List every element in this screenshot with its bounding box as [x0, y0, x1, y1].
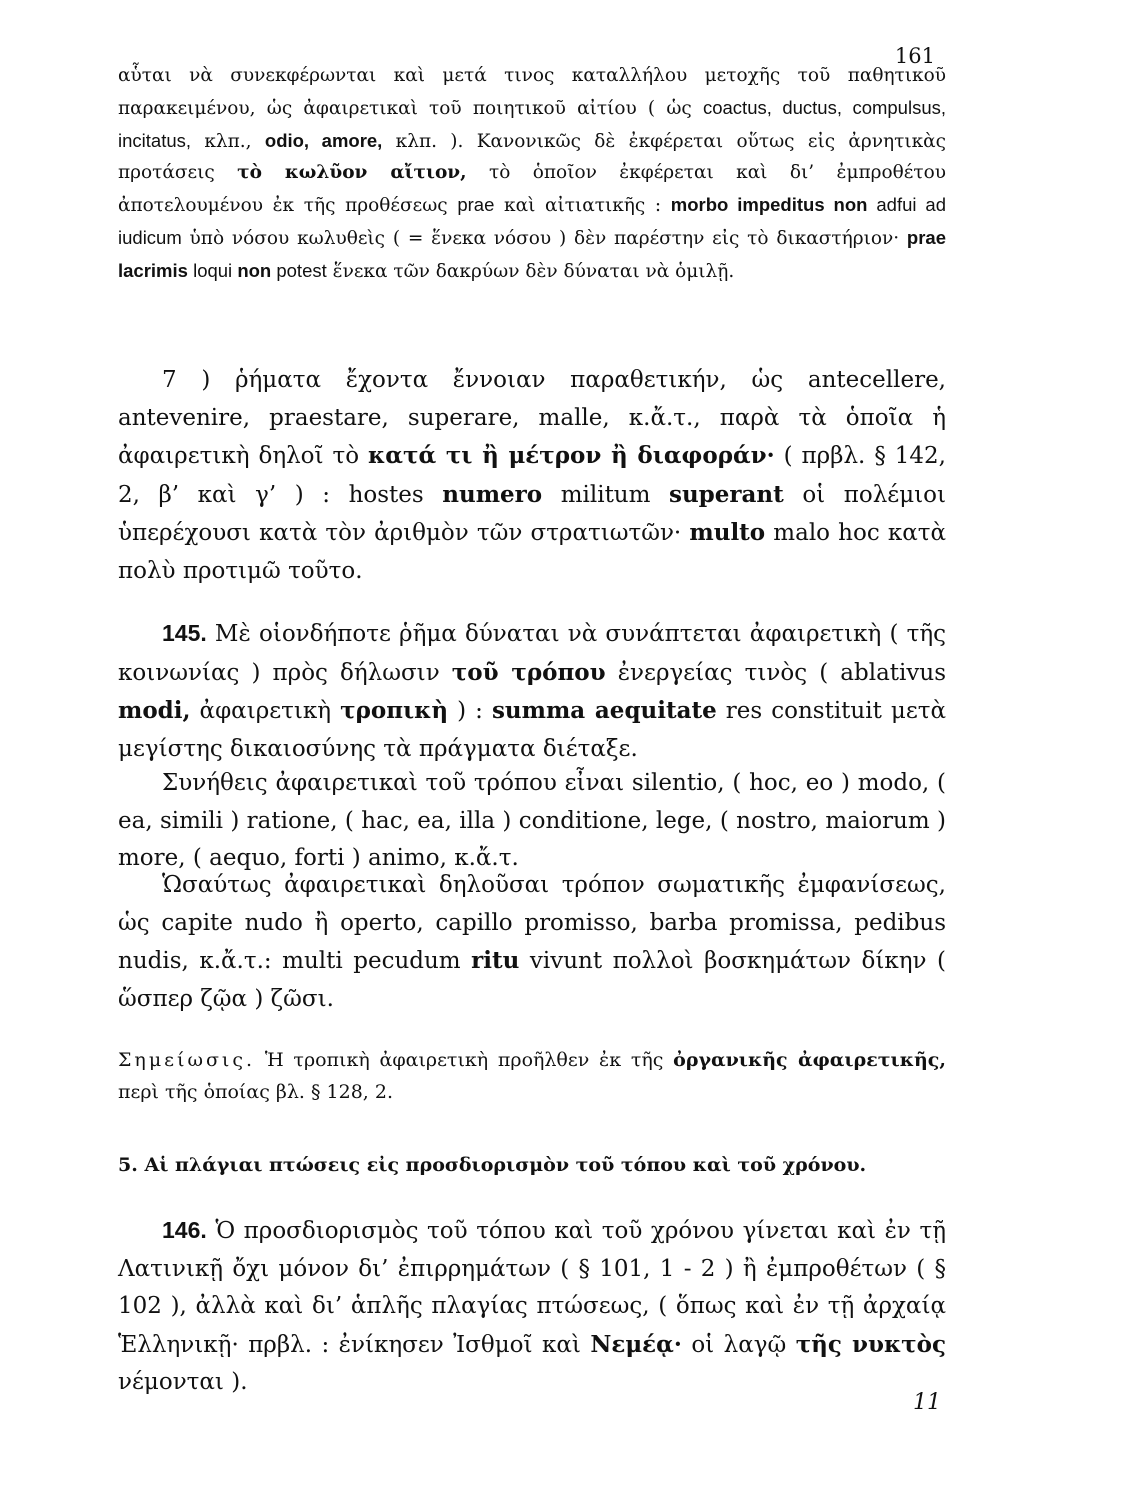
- text-run: οἱ λαγῷ: [681, 1331, 796, 1358]
- latin-run: malo hoc: [765, 520, 880, 546]
- bold-run: τροπικὴ: [340, 697, 449, 724]
- paragraph-145-appearance: [118, 867, 946, 1018]
- text-run: κ.ἄ.τ.:: [188, 948, 283, 974]
- text-run: ἕνεκα τῶν δακρύων δὲν δύναται νὰ ὁμιλῇ.: [326, 260, 735, 282]
- latin-bold-run: odio, amore,: [264, 129, 383, 151]
- text-run: Μὲ οἱονδήποτε ῥῆμα δύναται νὰ συνάπτεται ἀφαιρετικὴ ( τῆς κοινωνίας ) πρὸς δήλωσιν: [118, 621, 946, 686]
- text-run: περὶ τῆς ὁποίας βλ. § 128, 2.: [118, 1081, 394, 1103]
- signature-number: 11: [913, 1390, 941, 1415]
- text-run: Ἡ τροπικὴ ἀφαιρετικὴ προῆλθεν ἐκ τῆς: [255, 1049, 674, 1071]
- section-number: 146.: [162, 1217, 207, 1243]
- paragraph-145-common: [118, 765, 946, 878]
- text-run: μετὰ μεγίστης δικαιοσύνης τὰ πράγματα διέταξε.: [118, 698, 946, 762]
- bold-run: τοῦ τρόπου: [451, 658, 606, 686]
- text-run: κ.ἄ.τ., παρὰ τὰ ὁποῖα ἡ ἀφαιρετικὴ δηλοῖ τὸ: [118, 404, 947, 469]
- latin-bold-run: summa aequitate: [491, 697, 717, 724]
- text-run: οἱ πολέμιοι ὑπερέχουσι κατὰ τὸν ἀριθμὸν τῶν στρατιωτῶν·: [118, 481, 947, 546]
- section-heading: 5. Αἱ πλάγιαι πτώσεις εἰς προσδιορισμὸν τοῦ τόπου καὶ τοῦ χρόνου.: [118, 1154, 867, 1176]
- text-run: ἀφαιρετικὴ: [190, 698, 341, 724]
- text-run: πολλοὶ βοσκημάτων δίκην ( ὥσπερ ζῷα ) ζῶσι.: [118, 948, 947, 1012]
- latin-run: res constituit: [716, 698, 882, 724]
- latin-run: antecellere, antevenire, praestare, superare, malle,: [118, 367, 946, 431]
- text-run: αὗται νὰ συνεκφέρωνται καὶ μετά τινος καταλλήλου μετοχῆς τοῦ παθητικοῦ παρακειμένου, ὡς ἀφαιρετικαὶ τοῦ ποιητικοῦ αἰτίου ( ὡς: [118, 65, 946, 119]
- latin-run: prae: [457, 194, 495, 216]
- latin-bold-run: modi,: [118, 697, 191, 724]
- text-run: 7 ) ῥήματα ἔχοντα ἔννοιαν παραθετικήν, ὡς: [162, 367, 808, 393]
- note-paragraph: [118, 1044, 946, 1108]
- paragraph-intro: [118, 60, 946, 288]
- text-run: τὸ ὁποῖον ἐκφέρεται καὶ δι’ ἐμπροθέτου ἀποτελουμένου ἐκ τῆς προθέσεως: [118, 162, 947, 217]
- bold-run: Νεμέᾳ·: [590, 1330, 682, 1358]
- bold-run: κατά τι ἢ μέτρον ἢ διαφοράν·: [368, 442, 775, 469]
- text-run: ἐνεργείας τινὸς (: [605, 659, 841, 686]
- latin-run: militum: [542, 481, 669, 508]
- latin-run: coactus, ductus, compulsus, incitatus,: [118, 96, 947, 151]
- text-run: κλπ. ). Κανονικῶς δὲ ἐκφέρεται οὕτως εἰς ἀρνητικὰς προτάσεις: [118, 130, 946, 184]
- text-run: ἢ: [302, 909, 341, 936]
- text-run: καὶ αἰτιατικῆς :: [494, 195, 671, 217]
- text-run: ὑπὸ νόσου κωλυθεὶς ( = ἕνεκα νόσου ) δὲν παρέστην εἰς τὸ δικαστήριον·: [181, 227, 907, 249]
- latin-run: ablativus: [840, 659, 946, 686]
- text-run: ) :: [448, 698, 492, 724]
- text-run: κατὰ πολὺ προτιμῶ τοῦτο.: [118, 520, 947, 584]
- latin-run: loqui: [187, 259, 238, 281]
- bold-run: τῆς νυκτὸς: [795, 1330, 947, 1358]
- latin-bold-run: ritu: [471, 947, 520, 974]
- bold-run: τὸ κωλῦον αἴτιον,: [237, 162, 467, 184]
- latin-bold-run: morbo impeditus non: [670, 194, 868, 216]
- latin-run: adfui ad iudicum: [118, 194, 946, 248]
- latin-bold-run: multo: [689, 519, 766, 546]
- latin-run: silentio, ( hoc, eo ) modo, ( ea, simili ) ratione, ( hac, ea, illa ) conditione, lege, ( nostro, maiorum ) more, ( aequo, forti ) animo,: [118, 770, 946, 871]
- latin-run: hostes: [348, 481, 424, 508]
- text-run: Ὁ προσδιορισμὸς τοῦ τόπου καὶ τοῦ χρόνου γίνεται καὶ ἐν τῇ Λατινικῇ ὄχι μόνον δι’ ἐπιρρημάτων ( § 101, 1 - 2 ) ἢ ἐμπροθέτων ( § 102 ), ἀλλὰ καὶ δι’ ἁπλῆς πλαγίας πτώσεως, ( ὅπως καὶ ἐν τῇ ἀρχαίᾳ Ἑλληνικῇ· πρβλ. : ἐνίκησεν Ἰσθμοῖ καὶ: [118, 1218, 946, 1358]
- latin-bold-run: numero: [442, 480, 543, 508]
- text-run: κλπ.,: [191, 130, 265, 152]
- paragraph-146: [118, 1212, 946, 1402]
- latin-bold-run: superant: [669, 480, 784, 508]
- latin-run: capite nudo: [161, 909, 303, 936]
- latin-bold-run: prae lacrimis: [118, 226, 946, 281]
- text-run: Συνήθεις ἀφαιρετικαὶ τοῦ τρόπου εἶναι: [162, 770, 632, 796]
- page-number: 161: [894, 44, 935, 68]
- latin-run: operto, capillo promisso, barba promissa, pedibus nudis,: [118, 909, 946, 974]
- note-label: Σημείωσις.: [118, 1049, 256, 1071]
- latin-bold-run: non: [237, 259, 272, 281]
- latin-run: potest: [271, 259, 327, 281]
- bold-run: ὀργανικῆς ἀφαιρετικῆς,: [673, 1049, 946, 1071]
- latin-run: vivunt: [519, 948, 603, 974]
- text-run: Ὡσαύτως ἀφαιρετικαὶ δηλοῦσαι τρόπον σωματικῆς ἐμφανίσεως, ὡς: [118, 872, 946, 936]
- text-run: κ.ἄ.τ.: [446, 845, 519, 871]
- text-run: ( πρβλ. § 142, 2, β’ καὶ γ’ ) :: [118, 443, 946, 508]
- paragraph-7: [118, 362, 946, 590]
- latin-run: multi pecudum: [282, 948, 461, 974]
- paragraph-145: [118, 615, 946, 768]
- section-number: 145.: [162, 620, 207, 646]
- text-run: νέμονται ).: [118, 1369, 248, 1395]
